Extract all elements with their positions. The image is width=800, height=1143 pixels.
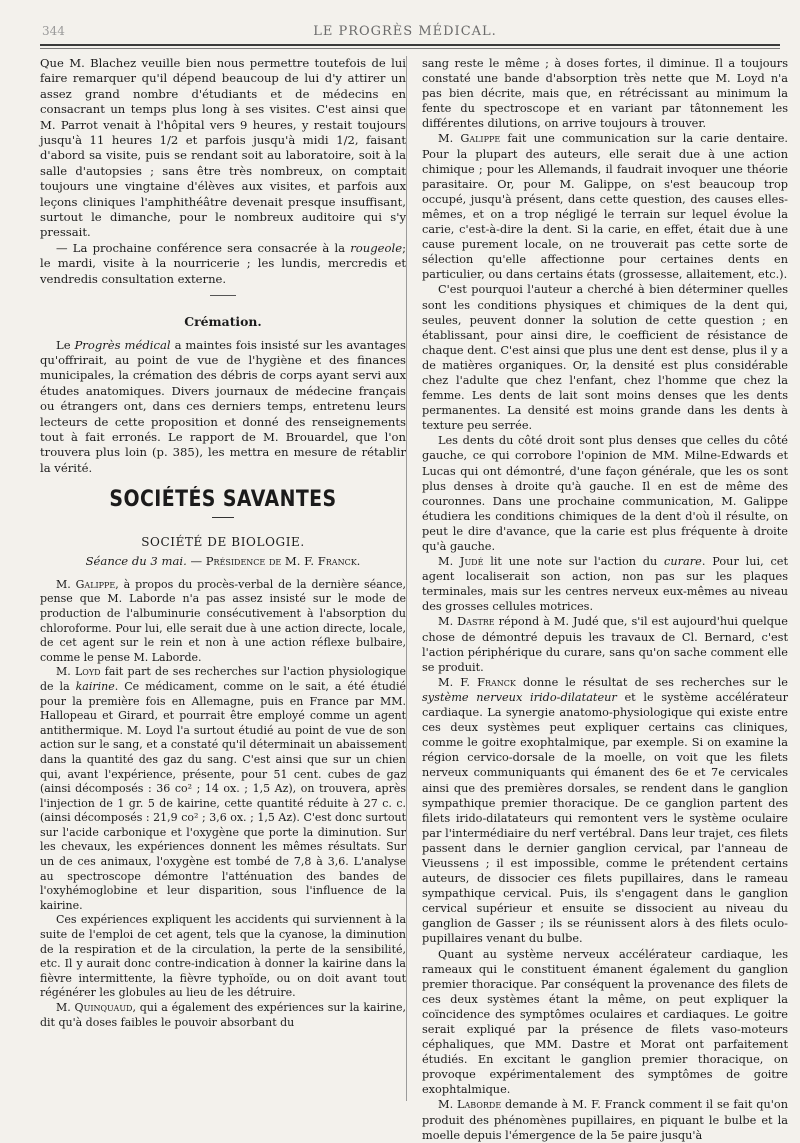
franck-text: et le système accélérateur cardiaque. La synergie anatomo-physiologique qui existe entre ces deux systèmes peut expliquer certains cas cliniques, comme le goitre exophtalmique, par exemple. Si on examine la région cervico-dorsale de la moelle, on voit que les filets nerveux communiquants qui émanent des 6e et 7e cervicales ainsi que des premières dorsales, se rendent dans le ganglion sympathique premier thoracique. De ce ganglion partent des filets irido-dilatateurs qui remontent vers le système oculaire par l'intermédiaire du nerf vertébral. Dans leur trajet, ces filets passent dans le dernier ganglion cervical, par l'anneau de Vieussens ; il est impossible, comme le prétendent certains auteurs, de dissocier ces filets pupillaires, dans le rameau sympathique cervical. Puis, ils s'engagent dans le ganglion cervical supérieur et ensuite se dissocient au niveau du ganglion de Gasser ; ils se réunissent alors à des filets oculo-pupillaires venant du bulbe. (422, 690, 789, 946)
header-rule-thin (40, 48, 780, 49)
quinquaud-text: , qui a également des expériences sur la kairine, dit qu'à doses faibles le pouvoir absorbant du (40, 1001, 407, 1029)
density-paragraph: C'est pourquoi l'auteur a cherché à bien déterminer quelles sont les conditions physiques et chimiques de la dent qui, seules, peuvent donner la solution de cette question ; en établissant, pour ainsi dire, le coefficient de résistance de chaque dent. C'est ainsi que plus une dent est dense, plus il y a de matières organiques. Or, la densité est plus considérable chez l'adulte que chez l'enfant, chez l'homme que chez la femme. Les dents de lait sont moins denses que les dents permanentes. La densité est moins grande dans les dents à texture peu serrée. (422, 283, 788, 433)
kairine-word: kairine (75, 679, 115, 693)
speaker-name: M. Judé (438, 555, 484, 569)
column-divider (406, 56, 407, 1101)
conference-paragraph (40, 241, 406, 287)
journal-name: Progrès médical (74, 337, 171, 352)
meeting-presidency: — Présidence de M. F. Franck. (186, 554, 361, 569)
section-title: SOCIÉTÉS SAVANTES (109, 487, 337, 513)
loyd-text: . Ce médicament, comme on le sait, a été étudié pour la première fois en Allemagne, puis en France par MM. Hallopeau et Girard, et pourrait être employé comme un agent antithermique. M. Loyd l'a surtout étudié au point de vue de son action sur le sang, et a constaté qu'il déterminait un abaissement dans la quantité des gaz du sang. C'est ainsi que sur un chien qui, avant l'expérience, présente, pour 51 cent. cubes de gaz (ainsi décomposés : 36 co² ; 14 ox. ; 1,5 Az), on trouvera, après l'injection de 1 gr. 5 de kairine, cette quantité réduite à 27 c. c. (ainsi décomposés : 21,9 co² ; 3,6 ox. ; 1,5 Az). C'est donc surtout sur l'acide carbonique et l'oxygène que porte la diminution. Sur les chevaux, les expériences donnent les mêmes résultats. Sur un de ces animaux, l'oxygène est tombé de 7,8 à 3,6. L'analyse au spectroscope démontre l'atténuation des bandes de l'oxyhémoglobine et leur disparition, sous l'influence de la kairine. (40, 679, 406, 912)
franck-text-start: donne le résultat de ses recherches sur le (515, 675, 788, 689)
speaker-name: M. F. Franck (438, 675, 516, 689)
absorption-paragraph: sang reste le même ; à doses fortes, il diminue. Il a toujours constaté une bande d'absorption très nette que M. Loyd n'a pas bien décrite, mais que, en rétrécissant au minimum la fente du spectroscope et en variant par tâtonnement les différentes dilutions, on arrive toujours à trouver. (422, 57, 788, 131)
jude-text-start: lit une note sur l'action du (483, 555, 665, 569)
carie-paragraph (422, 131, 788, 282)
divider (210, 295, 236, 296)
accelerator-paragraph: Quant au système nerveux accélérateur cardiaque, les rameaux qui le constituent émanent également du ganglion premier thoracique. Par conséquent la provenance des filets de ces deux systèmes étant la même, on peut expliquer la coïncidence des symptômes oculaires et cardiaques. Le goitre serait expliqué par la présence de filets vaso-moteurs céphaliques, que MM. Dastre et Morat ont parfaitement étudiés. En excitant le ganglion premier thoracique, on provoque expérimentalement des symptômes de goitre exophtalmique. (422, 947, 788, 1097)
system-name: système nerveux irido-dilatateur (422, 690, 617, 704)
blachez-paragraph: Que M. Blachez veuille bien nous permettre toutefois de lui faire remarquer qu'il dépend beaucoup de lui d'y attirer un assez grand nombre d'étudiants et de médecins en consacrant un temps plus long à ses visites. C'est ainsi que M. Parrot venait à l'hôpital vers 9 heures, y restait toujours jusqu'à 11 heures 1/2 et parfois jusqu'à midi 1/2, faisant d'abord sa visite, puis se rendant soit au laboratoire, soit à la salle d'autopsies ; sans être très nombreux, on comptait toujours une vingtaine d'élèves aux visites, et parfois aux leçons cliniques l'amphithéâtre devenait presque insuffisant, surtout le dimanche, pour le nombreux auditoire qui s'y pressait. (40, 56, 406, 240)
cremation-text: a maintes fois insisté sur les avantages qu'offrirait, au point de vue de l'hygiène et des finances municipales, la crémation des débris de corps ayant servi aux études anatomiques. Divers journaux de médecine français ou étrangers ont, dans ces derniers temps, entretenu leurs lecteurs de cette proposition et donné des renseignements tout à fait erronés. Le rapport de M. Brouardel, que l'on trouvera plus loin (p. 385), les mettra en mesure de rétablir la vérité. (40, 337, 406, 475)
society-title: SOCIÉTÉ DE BIOLOGIE. (141, 534, 305, 549)
jude-text: . Pour lui, cet agent localiserait son action, non pas sur les plaques terminales, mais sur les centres nerveux eux-mêmes au niveau des grosses cellules motrices. (422, 555, 788, 614)
right-side-paragraph: Les dents du côté droit sont plus denses que celles du côté gauche, ce qui corrobore l'opinion de MM. Milne-Edwards et Lucas qui ont démontré, d'une façon générale, que les os sont plus denses à droite qu'à gauche. Il en est de même des couronnes. Dans une prochaine communication, M. Galippe étudiera les conditions chimiques de la dent d'où il résulte, on peut le dire d'avance, que la carie est plus fréquente à droite qu'à gauche. (422, 434, 788, 553)
page-number: 344 (42, 24, 65, 38)
jude-paragraph (422, 554, 788, 614)
right-column (422, 56, 788, 1143)
franck-paragraph (422, 675, 788, 947)
speaker-name: M. Dastre (438, 615, 495, 629)
cremation-heading: Crémation. (184, 314, 262, 330)
speaker-name: M. Laborde (438, 1098, 502, 1112)
header-rule (40, 44, 780, 46)
dastre-text: répond à M. Judé que, s'il est aujourd'hui quelque chose de démontré depuis les travaux de Cl. Bernard, c'est l'action périphérique du curare, sans qu'on sache comment elle se produit. (422, 615, 788, 674)
journal-title: LE PROGRÈS MÉDICAL. (313, 24, 497, 39)
cremation-paragraph (40, 338, 406, 477)
conference-text: — La prochaine conférence sera consacrée à la (56, 240, 351, 255)
speaker-name: M. Galippe (56, 577, 116, 591)
rougeole-word: rougeole (350, 240, 403, 255)
laborde-paragraph (422, 1097, 788, 1142)
running-head (40, 24, 770, 42)
carie-text: fait une communication sur la carie dentaire. Pour la plupart des auteurs, elle serait due à une action chimique ; pour les Allemands, il faudrait invoquer une théorie parasitaire. Or, pour M. Galippe, on s'est beaucoup trop occupé, jusqu'à présent, dans cette question, des causes elles-mêmes, et on a trop négligé le terrain sur lequel évolue la carie, c'est-à-dire la dent. Si la carie, en effet, était due à une cause purement locale, on ne trouverait pas cette sorte de sélection qu'elle affectionne pour certaines dents en particulier, ou dans certains états (grossesse, allaitement, etc.). (422, 132, 788, 282)
kairine-consequences-paragraph: Ces expériences expliquent les accidents qui surviennent à la suite de l'emploi de cet agent, tels que la cyanose, la diminution de la respiration et de la circulation, la perte de la sensibilité, etc. Il y aurait donc contre-indication à donner la kairine dans la fièvre intermittente, la fièvre typhoïde, ou on doit avant tout régénérer les globules au lieu de les détruire. (40, 913, 406, 1000)
galippe-paragraph (40, 578, 406, 666)
meeting-date: Séance du 3 mai. (85, 554, 187, 569)
conference-text-end: ; le mardi, visite à la nourricerie ; les lundis, mercredis et vendredis consultation externe. (40, 240, 406, 286)
speaker-name: M. Galippe (438, 132, 501, 146)
loyd-paragraph (40, 665, 406, 913)
loyd-text-start: fait part de ses recherches sur l'action physiologique de la (40, 665, 406, 693)
left-column (40, 56, 406, 1030)
meeting-line (40, 554, 406, 569)
laborde-text: demande à M. F. Franck comment il se fait qu'on produit des phénomènes pupillaires, en piquant le bulbe et la moelle depuis l'émergence de la 5e paire jusqu'à (422, 1098, 788, 1142)
curare-word: curare (664, 555, 702, 569)
dastre-paragraph (422, 614, 788, 674)
speaker-name: M. Loyd (56, 665, 101, 679)
cremation-text-start: Le (56, 337, 75, 352)
speaker-name: M. Quinquaud (56, 1001, 133, 1014)
quinquaud-paragraph (40, 1001, 406, 1030)
galippe-text: , à propos du procès-verbal de la dernière séance, pense que M. Laborde n'a pas assez insisté sur le mode de production de l'albuminurie consécutivement à l'absorption du chloroforme. Pour lui, elle serait due à une action directe, locale, de cet agent sur le rein et non à une action réflexe bulbaire, comme le pense M. Laborde. (40, 577, 406, 664)
